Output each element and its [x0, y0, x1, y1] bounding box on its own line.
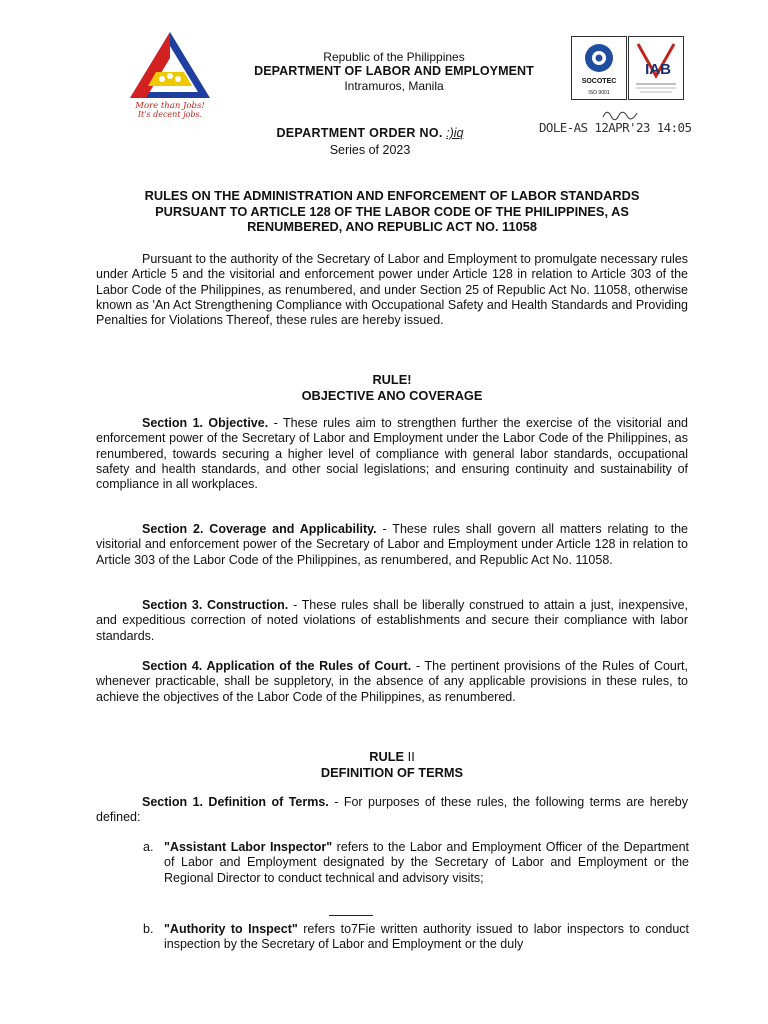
iso-label: ISO 9001 [588, 90, 610, 96]
dole-logo [126, 28, 214, 120]
letterhead [216, 50, 572, 93]
order-label: DEPARTMENT ORDER NO. [276, 126, 443, 140]
definition-text: refers to7Fie written authority issued to labor inspectors to conduct inspection by the Secretary of Labor and Employment or the duly [164, 922, 689, 952]
title-line-1: RULES ON THE ADMINISTRATION AND ENFORCEMENT OF LABOR STANDARDS [144, 188, 640, 203]
logo-tagline-1: More than Jobs! [135, 101, 205, 111]
section-text: - These rules shall govern all matters relating to the visitorial and enforcement power of the Secretary of Labor and Employment under Article 128 in relation to Article 303 of the Labor Code of the Philippines, as renumbered, and Republic Act No. 11058. [96, 522, 688, 567]
handwritten-underline [329, 915, 373, 916]
rule-1-section-3 [96, 598, 688, 644]
defined-term: "Authority to Inspect" [164, 922, 298, 936]
iab-cert-logo [628, 36, 684, 100]
location-line: Intramuros, Manila [344, 79, 444, 93]
title-line-2: PURSUANT TO ARTICLE 128 OF THE LABOR CODE OF THE PHILIPPINES, AS [155, 203, 629, 219]
rule-1-title: RULE! [372, 372, 412, 387]
section-text: - The pertinent provisions of the Rules of Court, whenever practicable, shall be suppletory, in the absence of any applicable provisions in these rules, to achieve the objectives of the Labor Code of the Philippines, as renumbered. [96, 659, 688, 704]
rule-1-subtitle: OBJECTIVE ANO COVERAGE [301, 387, 483, 403]
document-title [96, 188, 688, 235]
rule-1-section-1 [96, 416, 688, 492]
receiving-stamp [539, 110, 692, 144]
item-marker: a. [143, 840, 154, 854]
definition-text: refers to the Labor and Employment Officer of the Department of Labor and Employment designated by the Secretary of Labor and Employment or the Regional Director to conduct technical and advisory visits; [164, 840, 689, 885]
section-text: - These rules shall be liberally construed to attain a just, inexpensive, and expeditious correction of noted violations of establishments and secure their compliance with labor standards. [96, 598, 689, 643]
order-series: Series of 2023 [329, 143, 411, 157]
section-title: Section 1. Definition of Terms. [142, 795, 329, 809]
logo-tagline-2: It's decent jobs. [137, 110, 203, 119]
socotec-label: SOCOTEC [581, 78, 617, 85]
title-line-3: RENUMBERED, ANO REPUBLIC ACT NO. 11058 [247, 219, 537, 234]
rule-2-section-1 [96, 795, 688, 826]
order-number: :)iq [446, 126, 464, 140]
section-text: - For purposes of these rules, the following terms are hereby defined: [96, 795, 688, 825]
stamp-text: DOLE-AS 12APR'23 14:05 [539, 120, 692, 135]
department-order [200, 125, 540, 159]
rule-2-heading [96, 749, 688, 780]
rule-2-subtitle: DEFINITION OF TERMS [320, 764, 464, 780]
socotec-cert-logo [571, 36, 627, 100]
section-text: - These rules aim to strengthen further the exercise of the visitorial and enforcement power of the Secretary of Labor and Employment under the Labor Code of the Philippines, as renumbered, towards securing a higher level of compliance with general labor standards, occupational safety and health standards, and other social legislations; and ensuring continuity and sustainability of compliance in all workplaces. [96, 416, 689, 492]
rule-1-heading [96, 372, 688, 403]
definition-item-b [143, 922, 689, 953]
rule-2-number: II [407, 749, 415, 764]
section-title: Section 2. Coverage and Applicability. [142, 522, 377, 536]
section-title: Section 1. Objective. [142, 416, 269, 430]
definition-item-a [143, 840, 689, 886]
section-title: Section 4. Application of the Rules of Court. [142, 659, 412, 673]
iab-label: IAB [645, 61, 671, 78]
department-name: DEPARTMENT OF LABOR AND EMPLOYMENT [254, 64, 534, 78]
item-marker: b. [143, 922, 154, 936]
rule-1-section-4 [96, 659, 688, 705]
signature-mark [601, 107, 641, 121]
rule-1-section-2 [96, 522, 688, 568]
rule-2-title: RULE [369, 749, 408, 764]
defined-term: "Assistant Labor Inspector" [164, 840, 333, 854]
preamble-paragraph: Pursuant to the authority of the Secretary of Labor and Employment to promulgate necessary rules under Article 5 and the visitorial and enforcement power under Article 128 in relation to Article 303 of the Labor Code of the Philippines, as renumbered, and under Section 25 of Republic Act No. 11058, otherwise known as 'An Act Strengthening Compliance with Occupational Safety and Health Standards and Providing Penalties for Violations Thereof, these rules are hereby issued. [96, 252, 688, 328]
section-title: Section 3. Construction. [142, 598, 289, 612]
republic-line: Republic of the Philippines [323, 50, 465, 64]
